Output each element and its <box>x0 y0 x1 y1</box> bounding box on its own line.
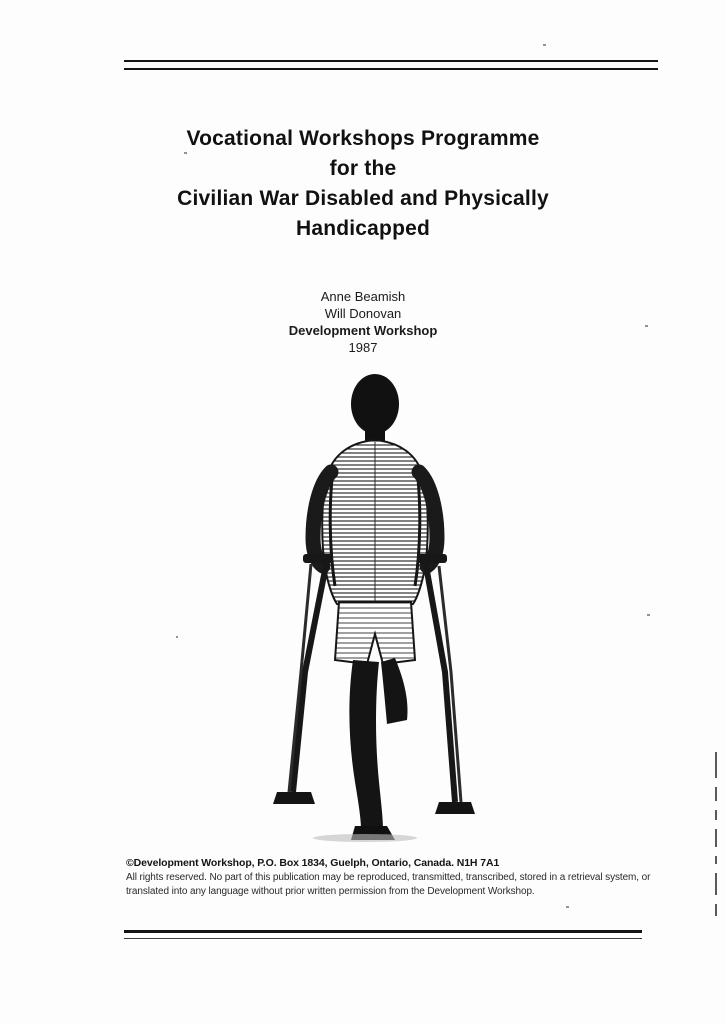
title-line-1: Vocational Workshops Programme <box>186 127 540 150</box>
scan-speck <box>566 906 569 908</box>
document-title <box>0 124 726 244</box>
scan-speck <box>647 614 650 616</box>
footer-rule <box>124 930 642 939</box>
photo-man-on-crutches <box>255 372 495 842</box>
title-line-4: Handicapped <box>295 217 431 240</box>
author-name-1: Anne Beamish <box>320 289 406 304</box>
publication-year: 1987 <box>348 340 378 355</box>
scan-edge-marks <box>715 752 718 908</box>
copyright-notice <box>126 856 656 898</box>
copyright-line: ©Development Workshop, P.O. Box 1834, Guelph, Ontario, Canada. N1H 7A1 <box>126 857 500 869</box>
rights-reserved-text: All rights reserved. No part of this publication may be reproduced, transmitted, transcribed, stored in a retrieval system, or translated into any language without prior written permission from the Development Workshop. <box>126 872 651 897</box>
title-line-2: for the <box>329 157 397 180</box>
header-rule <box>124 60 658 70</box>
publisher-name: Development Workshop <box>288 323 438 338</box>
author-block <box>0 288 726 356</box>
scan-speck <box>543 44 546 46</box>
author-name-2: Will Donovan <box>324 306 402 321</box>
scan-speck <box>176 636 178 638</box>
title-line-3: Civilian War Disabled and Physically <box>177 187 549 210</box>
